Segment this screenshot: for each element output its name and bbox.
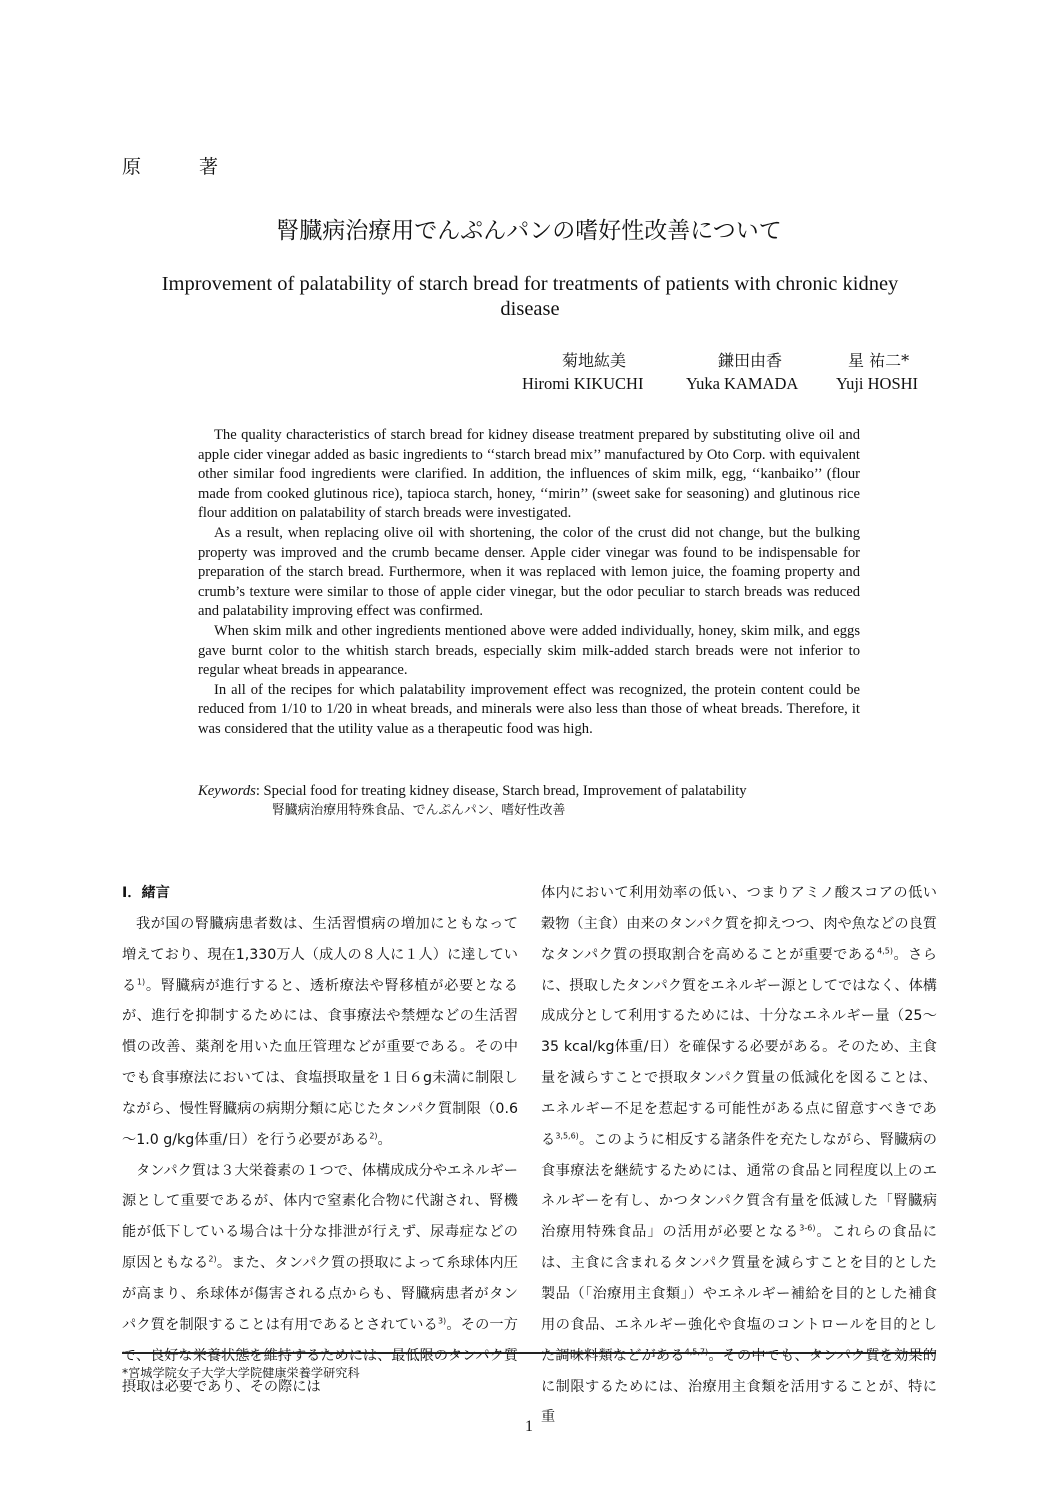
keywords-english: : Special food for treating kidney disease, Starch bread, Improvement of palatability bbox=[255, 783, 747, 799]
keywords-label: Keywords bbox=[198, 783, 256, 799]
author-name-en: Yuji HOSHI bbox=[836, 374, 919, 393]
author-name-ja: 星 祐二* bbox=[848, 351, 910, 370]
author-name-ja: 菊地紘美 bbox=[562, 351, 627, 370]
body-column-right bbox=[541, 878, 937, 1433]
citation: 4,5) bbox=[877, 945, 894, 955]
citation: 1) bbox=[136, 976, 146, 986]
title-english: Improvement of palatability of starch bread for treatments of patients with chronic kidney disease bbox=[161, 273, 899, 320]
body-column-left bbox=[122, 878, 518, 1402]
citation: 3) bbox=[437, 1316, 447, 1326]
keywords-japanese: 腎臓病治療用特殊食品、でんぷんパン、嗜好性改善 bbox=[272, 803, 566, 818]
abstract-paragraph: In all of the recipes for which palatability improvement effect was recognized, the protein content could be reduced from 1/10 to 1/20 in wheat breads, and minerals were also less than those of wheat breads. Therefore, it was considered that the utility value as a therapeutic food was high. bbox=[198, 681, 860, 737]
article-category: 原 著 bbox=[122, 156, 245, 178]
body-paragraph: 我が国の腎臓病患者数は、生活習慣病の増加にともなって増えており、現在1,330万人（成人の８人に１人）に達している$^{1)}$。腎臓病が進行すると、透析療法や腎移植が必要となるが、進行を抑制するためには、食事療法や禁煙などの生活習慣の改善、薬剤を用いた血圧管理などが重要である。その中でも食事療法においては、食塩摂取量を１日６g未満に制限しながら、慢性腎臓病の病期分類に応じたタンパク質制限（0.6～1.0 g/kg体重/日）を行う必要がある$^{2)}$。 bbox=[122, 915, 518, 1148]
section-heading: Ⅰ．緒言 bbox=[122, 885, 170, 901]
citation: 3-6) bbox=[799, 1223, 816, 1233]
abstract bbox=[198, 426, 860, 740]
abstract-paragraph: As a result, when replacing olive oil with shortening, the color of the crust did not change, but the bulking property was improved and the crumb became denser. Apple cider vinegar was found to be indispensable for preparation of the starch bread. Furthermore, when it was replaced with lemon juice, the foaming property and crumb’s texture were similar to those of apple cider vinegar, but the odor peculiar to starch breads was reduced and palatability improving effect was confirmed. bbox=[198, 524, 860, 620]
citation: 2) bbox=[369, 1131, 378, 1141]
abstract-paragraph: The quality characteristics of starch bread for kidney disease treatment prepared by substituting olive oil and apple cider vinegar added as basic ingredients to ‘‘starch bread mix’’ manufactured by Oto Corp. with equivalent other similar food ingredients were clarified. In addition, the influences of skim milk, egg, ‘‘kanbaiko’’ (flour made from cooked glutinous rice), tapioca starch, honey, ‘‘mirin’’ (sweet sake for seasoning) and glutinous rice flour addition on palatability of starch breads were investigated. bbox=[198, 427, 860, 522]
abstract-paragraph: When skim milk and other ingredients mentioned above were added individually, honey, skim milk, and eggs gave burnt color to the whitish starch breads, especially skim milk-added starch breads were not inferior to regular wheat breads in appearance. bbox=[198, 622, 860, 679]
footnote-divider bbox=[122, 1352, 936, 1354]
page-number: 1 bbox=[525, 1418, 533, 1435]
citation: 3,5,6) bbox=[555, 1131, 579, 1141]
citation: 4,5,7) bbox=[684, 1346, 709, 1356]
author-name-en: Yuka KAMADA bbox=[686, 374, 799, 393]
author-name-ja: 鎌田由香 bbox=[718, 351, 783, 370]
keywords-block bbox=[198, 781, 898, 821]
citation: 2) bbox=[208, 1254, 217, 1264]
body-paragraph: タンパク質は３大栄養素の１つで、体構成成分やエネルギー源として重要であるが、体内で窒素化合物に代謝され、腎機能が低下している場合は十分な排泄が行えず、尿毒症などの原因ともなる$^{2)}$。また、タンパク質の摂取によって糸球体内圧が高まり、糸球体が傷害される点からも、腎臓病患者がタンパク質を制限することは有用であるとされている$^{3)}$。その一方で、良好な栄養状態を維持するためには、最低限のタンパク質摂取は必要であり、その際には bbox=[122, 1162, 518, 1395]
title-japanese: 腎臓病治療用でんぷんパンの嗜好性改善について bbox=[276, 218, 782, 244]
body-paragraph: 体内において利用効率の低い、つまりアミノ酸スコアの低い穀物（主食）由来のタンパク質を抑えつつ、肉や魚などの良質なタンパク質の摂取割合を高めることが重要である$^{4,5)}$。さらに、摂取したタンパク質をエネルギー源としてではなく、体構成成分として利用するためには、十分なエネルギー量（25～35 kcal/kg体重/日）を確保する必要がある。そのため、主食量を減らすことで摂取タンパク質量の低減化を図ることは、エネルギー不足を惹起する可能性がある点に留意すべきである$^{3,5,6)}$。このように相反する諸条件を充たしながら、腎臓病の食事療法を継続するためには、通常の食品と同程度以上のエネルギーを有し、かつタンパク質含有量を低減した「腎臓病治療用特殊食品」の活用が必要となる$^{3-6)}$。これらの食品には、主食に含まれるタンパク質量を減らすことを目的とした製品（「治療用主食類」）やエネルギー補給を目的とした補食用の食品、エネルギー強化や食塩のコントロールを目的とした調味料類などがある$^{4,5,7)}$。その中でも、タンパク質を効果的に制限するためには、治療用主食類を活用することが、特に重 bbox=[541, 885, 937, 1426]
author-name-en: Hiromi KIKUCHI bbox=[522, 374, 644, 393]
affiliation-footnote: *宮城学院女子大学大学院健康栄養学研究科 bbox=[122, 1366, 360, 1380]
